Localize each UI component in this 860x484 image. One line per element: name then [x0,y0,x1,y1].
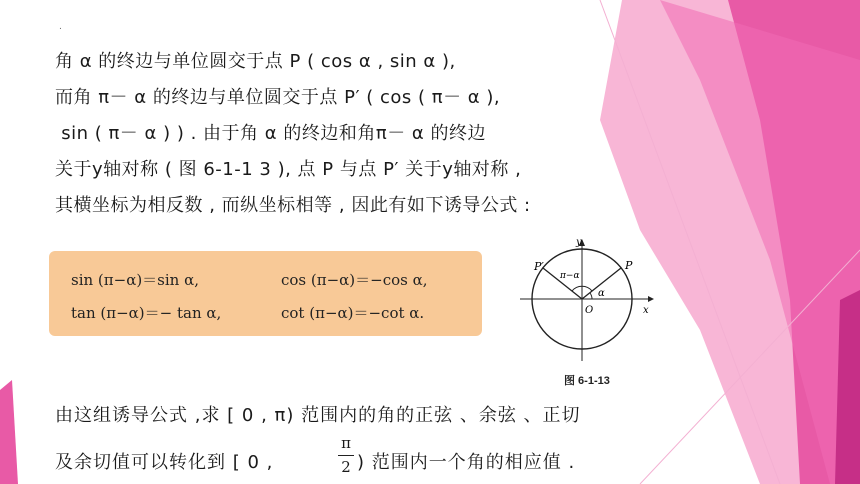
fraction-numerator: π [341,434,351,452]
main-paragraph [55,44,531,224]
point-p-prime-label: P′ [534,260,544,273]
x-axis-arrow [648,296,654,302]
formula-cot: cot (π−α)＝−cot α. [281,304,425,322]
paragraph-line: 角 α 的终边与单位圆交于点 P ( cos α , sin α ), [55,51,456,72]
pink-corner-bottom-left [0,380,18,484]
origin-label: O [585,305,594,316]
marker-dot: . [59,22,62,32]
bottom-line-2b: ) 范围内一个角的相应值 . [357,452,576,473]
paragraph-line: 而角 π－ α 的终边与单位圆交于点 P′ ( cos ( π－ α ), [55,87,501,108]
x-label: x [643,305,649,316]
paragraph-line: 其横坐标为相反数 , 而纵坐标相等 , 因此有如下诱导公式 : [55,195,531,216]
unit-circle-figure [520,236,660,386]
bottom-line-2a: 及余切值可以转化到 [ 0 , [55,452,274,473]
paragraph-line: sin ( π－ α ) ) . 由于角 α 的终边和角π－ α 的终边 [55,123,487,144]
formula-tan: tan (π−α)＝− tan α, [71,304,222,322]
fraction-bar [338,455,354,456]
formula-box [49,251,482,336]
fraction-denominator: 2 [341,458,351,476]
angle-arc-alpha [590,293,592,299]
pi-minus-alpha-label: π−α [560,271,580,281]
y-label: y [576,237,582,248]
formula-sin: sin (π−α)＝sin α, [71,271,200,289]
alpha-label: α [598,288,605,299]
formula-cos: cos (π−α)＝−cos α, [281,271,428,289]
figure-caption: 图 6-1-13 [564,375,610,387]
point-p-label: P [625,259,633,272]
bottom-line-1: 由这组诱导公式 ,求 [ 0 , π) 范围内的角的正弦 、余弦 、正切 [55,405,581,426]
paragraph-line: 关于y轴对称 ( 图 6-1-1 3 ), 点 P 与点 P′ 关于y轴对称 , [55,159,522,180]
